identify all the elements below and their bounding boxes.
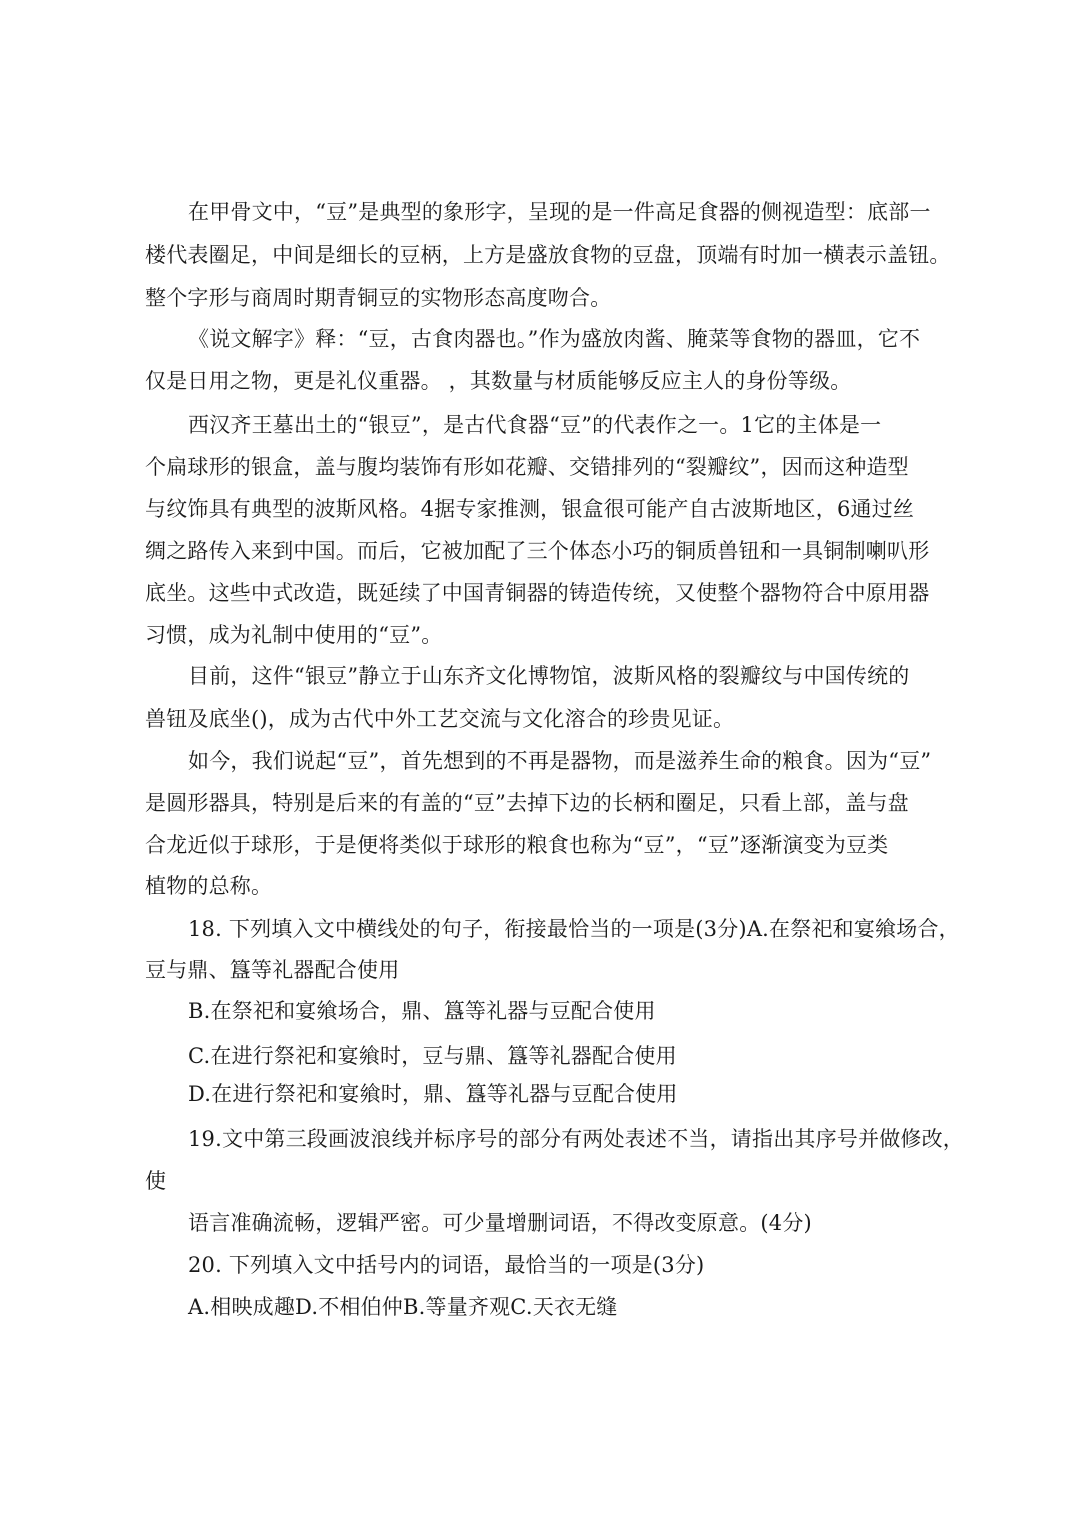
paragraph-2-line-1: 《说文解字》释：“豆，古食肉器也。”作为盛放肉酱、腌菜等食物的器皿，它不 (188, 327, 921, 351)
paragraph-1-line-1: 在甲骨文中，“豆”是典型的象形字，呈现的是一件高足食器的侧视造型：底部一 (188, 200, 931, 224)
paragraph-3-line-6: 习惯，成为礼制中使用的“豆”。 (145, 623, 443, 647)
question-19-line-1: 19.文中第三段画波浪线并标序号的部分有两处表述不当，请指出其序号并做修改， (188, 1127, 964, 1151)
question-19-line-2: 使 (145, 1169, 167, 1193)
question-18-stem-line-2: 豆与鼎、簋等礼器配合使用 (145, 958, 400, 982)
paragraph-3-line-2: 个扁球形的银盒，盖与腹均装饰有形如花瓣、交错排列的“裂瓣纹”，因而这种造型 (145, 455, 909, 479)
paragraph-4-line-1: 目前，这件“银豆”静立于山东齐文化博物馆，波斯风格的裂瓣纹与中国传统的 (188, 664, 910, 688)
paragraph-2-line-2: 仅是日用之物，更是礼仪重器。 ，其数量与材质能够反应主人的身份等级。 (145, 369, 852, 393)
question-20-options: A.相映成趣D.不相伯仲B.等量齐观C.天衣无缝 (188, 1295, 618, 1319)
paragraph-3-line-3: 与纹饰具有典型的波斯风格。4据专家推测，银盒很可能产自古波斯地区，6通过丝 (145, 497, 915, 521)
question-18-option-d: D.在进行祭祀和宴飨时，鼎、簋等礼器与豆配合使用 (188, 1082, 678, 1106)
paragraph-1-line-2: 楼代表圈足，中间是细长的豆柄，上方是盛放食物的豆盘，顶端有时加一横表示盖钮。 (145, 243, 951, 267)
paragraph-3-line-1: 西汉齐王墓出土的“银豆”，是古代食器“豆”的代表作之一。1它的主体是一 (188, 413, 882, 437)
question-18-option-b: B.在祭祀和宴飨场合，鼎、簋等礼器与豆配合使用 (188, 999, 656, 1023)
question-18-option-c: C.在进行祭祀和宴飨时，豆与鼎、簋等礼器配合使用 (188, 1044, 677, 1068)
paragraph-5-line-3: 合龙近似于球形，于是便将类似于球形的粮食也称为“豆”，“豆”逐渐演变为豆类 (145, 833, 889, 857)
paragraph-5-line-2: 是圆形器具，特别是后来的有盖的“豆”去掉下边的长柄和圈足，只看上部，盖与盘 (145, 791, 909, 815)
question-20-stem: 20. 下列填入文中括号内的词语，最恰当的一项是(3分) (188, 1253, 705, 1277)
paragraph-5-line-1: 如今，我们说起“豆”，首先想到的不再是器物，而是滋养生命的粮食。因为“豆” (188, 749, 932, 773)
paragraph-3-line-4: 绸之路传入来到中国。而后，它被加配了三个体态小巧的铜质兽钮和一具铜制喇叭形 (145, 539, 930, 563)
paragraph-4-line-2: 兽钮及底坐()，成为古代中外工艺交流与文化溶合的珍贵见证。 (145, 707, 735, 731)
paragraph-3-line-5: 底坐。这些中式改造，既延续了中国青铜器的铸造传统，又使整个器物符合中原用器 (145, 581, 930, 605)
paragraph-5-line-4: 植物的总称。 (145, 874, 273, 898)
paragraph-1-line-3: 整个字形与商周时期青铜豆的实物形态高度吻合。 (145, 286, 612, 310)
question-18-stem-line-1: 18. 下列填入文中横线处的句子，衔接最恰当的一项是(3分)A.在祭祀和宴飨场合， (188, 917, 960, 941)
question-19-line-3: 语言准确流畅，逻辑严密。可少量增删词语，不得改变原意。(4分) (188, 1211, 812, 1235)
